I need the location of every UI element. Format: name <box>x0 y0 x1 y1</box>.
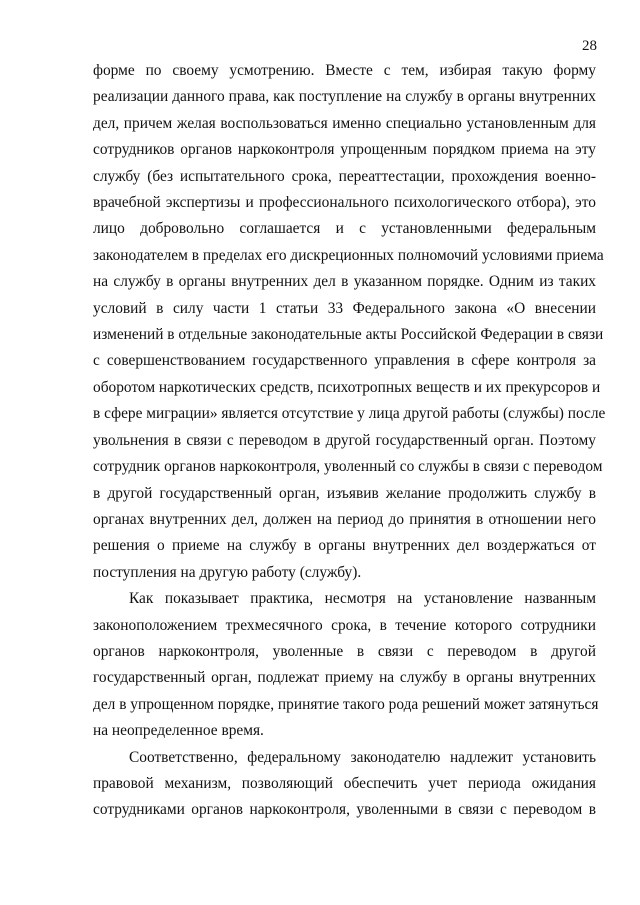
paragraph <box>93 58 606 586</box>
text-line: законоположением трехмесячного срока, в течение которого сотрудники <box>93 616 596 634</box>
text-line: в другой государственный орган, изъявив желание продолжить службу в <box>93 484 596 502</box>
text-line: на неопределенное время. <box>93 722 264 740</box>
text-line: реализации данного права, как поступление на службу в органы внутренних <box>93 88 596 106</box>
text-line: условий в силу части 1 статьи 33 Федерального закона «О внесении <box>93 299 596 317</box>
text-line: форме по своему усмотрению. Вместе с тем, избирая такую форму <box>93 62 596 79</box>
text-line: врачебной экспертизы и профессионального психологического отбора), это <box>93 194 596 212</box>
text-line: дел, причем желая воспользоваться именно специально установленным для <box>93 114 596 132</box>
text-line: сотрудниками органов наркоконтроля, уволенными в связи с переводом в <box>93 801 596 819</box>
text-line: органах внутренних дел, должен на период до принятия в отношении него <box>93 510 596 528</box>
text-line: сотрудников органов наркоконтроля упрощенным порядком приема на эту <box>93 141 596 159</box>
text-line: оборотом наркотических средств, психотропных веществ и их прекурсоров и <box>93 378 601 396</box>
text-line: правовой механизм, позволяющий обеспечить учет периода ожидания <box>93 774 596 792</box>
text-line: на службу в органы внутренних дел в указанном порядке. Одним из таких <box>93 273 596 291</box>
text-line: с совершенствованием государственного управления в сфере контроля за <box>93 352 596 370</box>
page-number: 28 <box>582 38 597 54</box>
text-line: увольнения в связи с переводом в другой государственный орган. Поэтому <box>93 431 596 449</box>
text-line: органов наркоконтроля, уволенные в связи с переводом в другой <box>93 642 596 660</box>
text-line: Как показывает практика, несмотря на установление названным <box>129 590 596 608</box>
text-line: поступления на другую работу (службу). <box>93 563 362 581</box>
text-line: изменений в отдельные законодательные акты Российской Федерации в связи <box>93 326 604 344</box>
text-line: сотрудник органов наркоконтроля, уволенный со службы в связи с переводом <box>93 458 603 476</box>
paragraph <box>93 745 596 824</box>
paragraph <box>93 586 599 744</box>
text-line: службу (без испытательного срока, переаттестации, прохождения военно- <box>93 167 596 185</box>
text-line: законодателем в пределах его дискреционных полномочий условиями приема <box>93 246 604 264</box>
text-line: лицо добровольно соглашается и с установленными федеральным <box>93 220 596 238</box>
text-line: Соответственно, федеральному законодателю надлежит установить <box>129 748 596 766</box>
text-line: государственный орган, подлежат приему на службу в органы внутренних <box>93 669 596 687</box>
text-line: в сфере миграции» является отсутствие у лица другой работы (службы) после <box>93 405 606 423</box>
text-line: дел в упрощенном порядке, принятие такого рода решений может затянуться <box>93 695 599 713</box>
text-line: решения о приеме на службу в органы внутренних дел воздержаться от <box>93 537 596 555</box>
document-body <box>93 58 606 824</box>
